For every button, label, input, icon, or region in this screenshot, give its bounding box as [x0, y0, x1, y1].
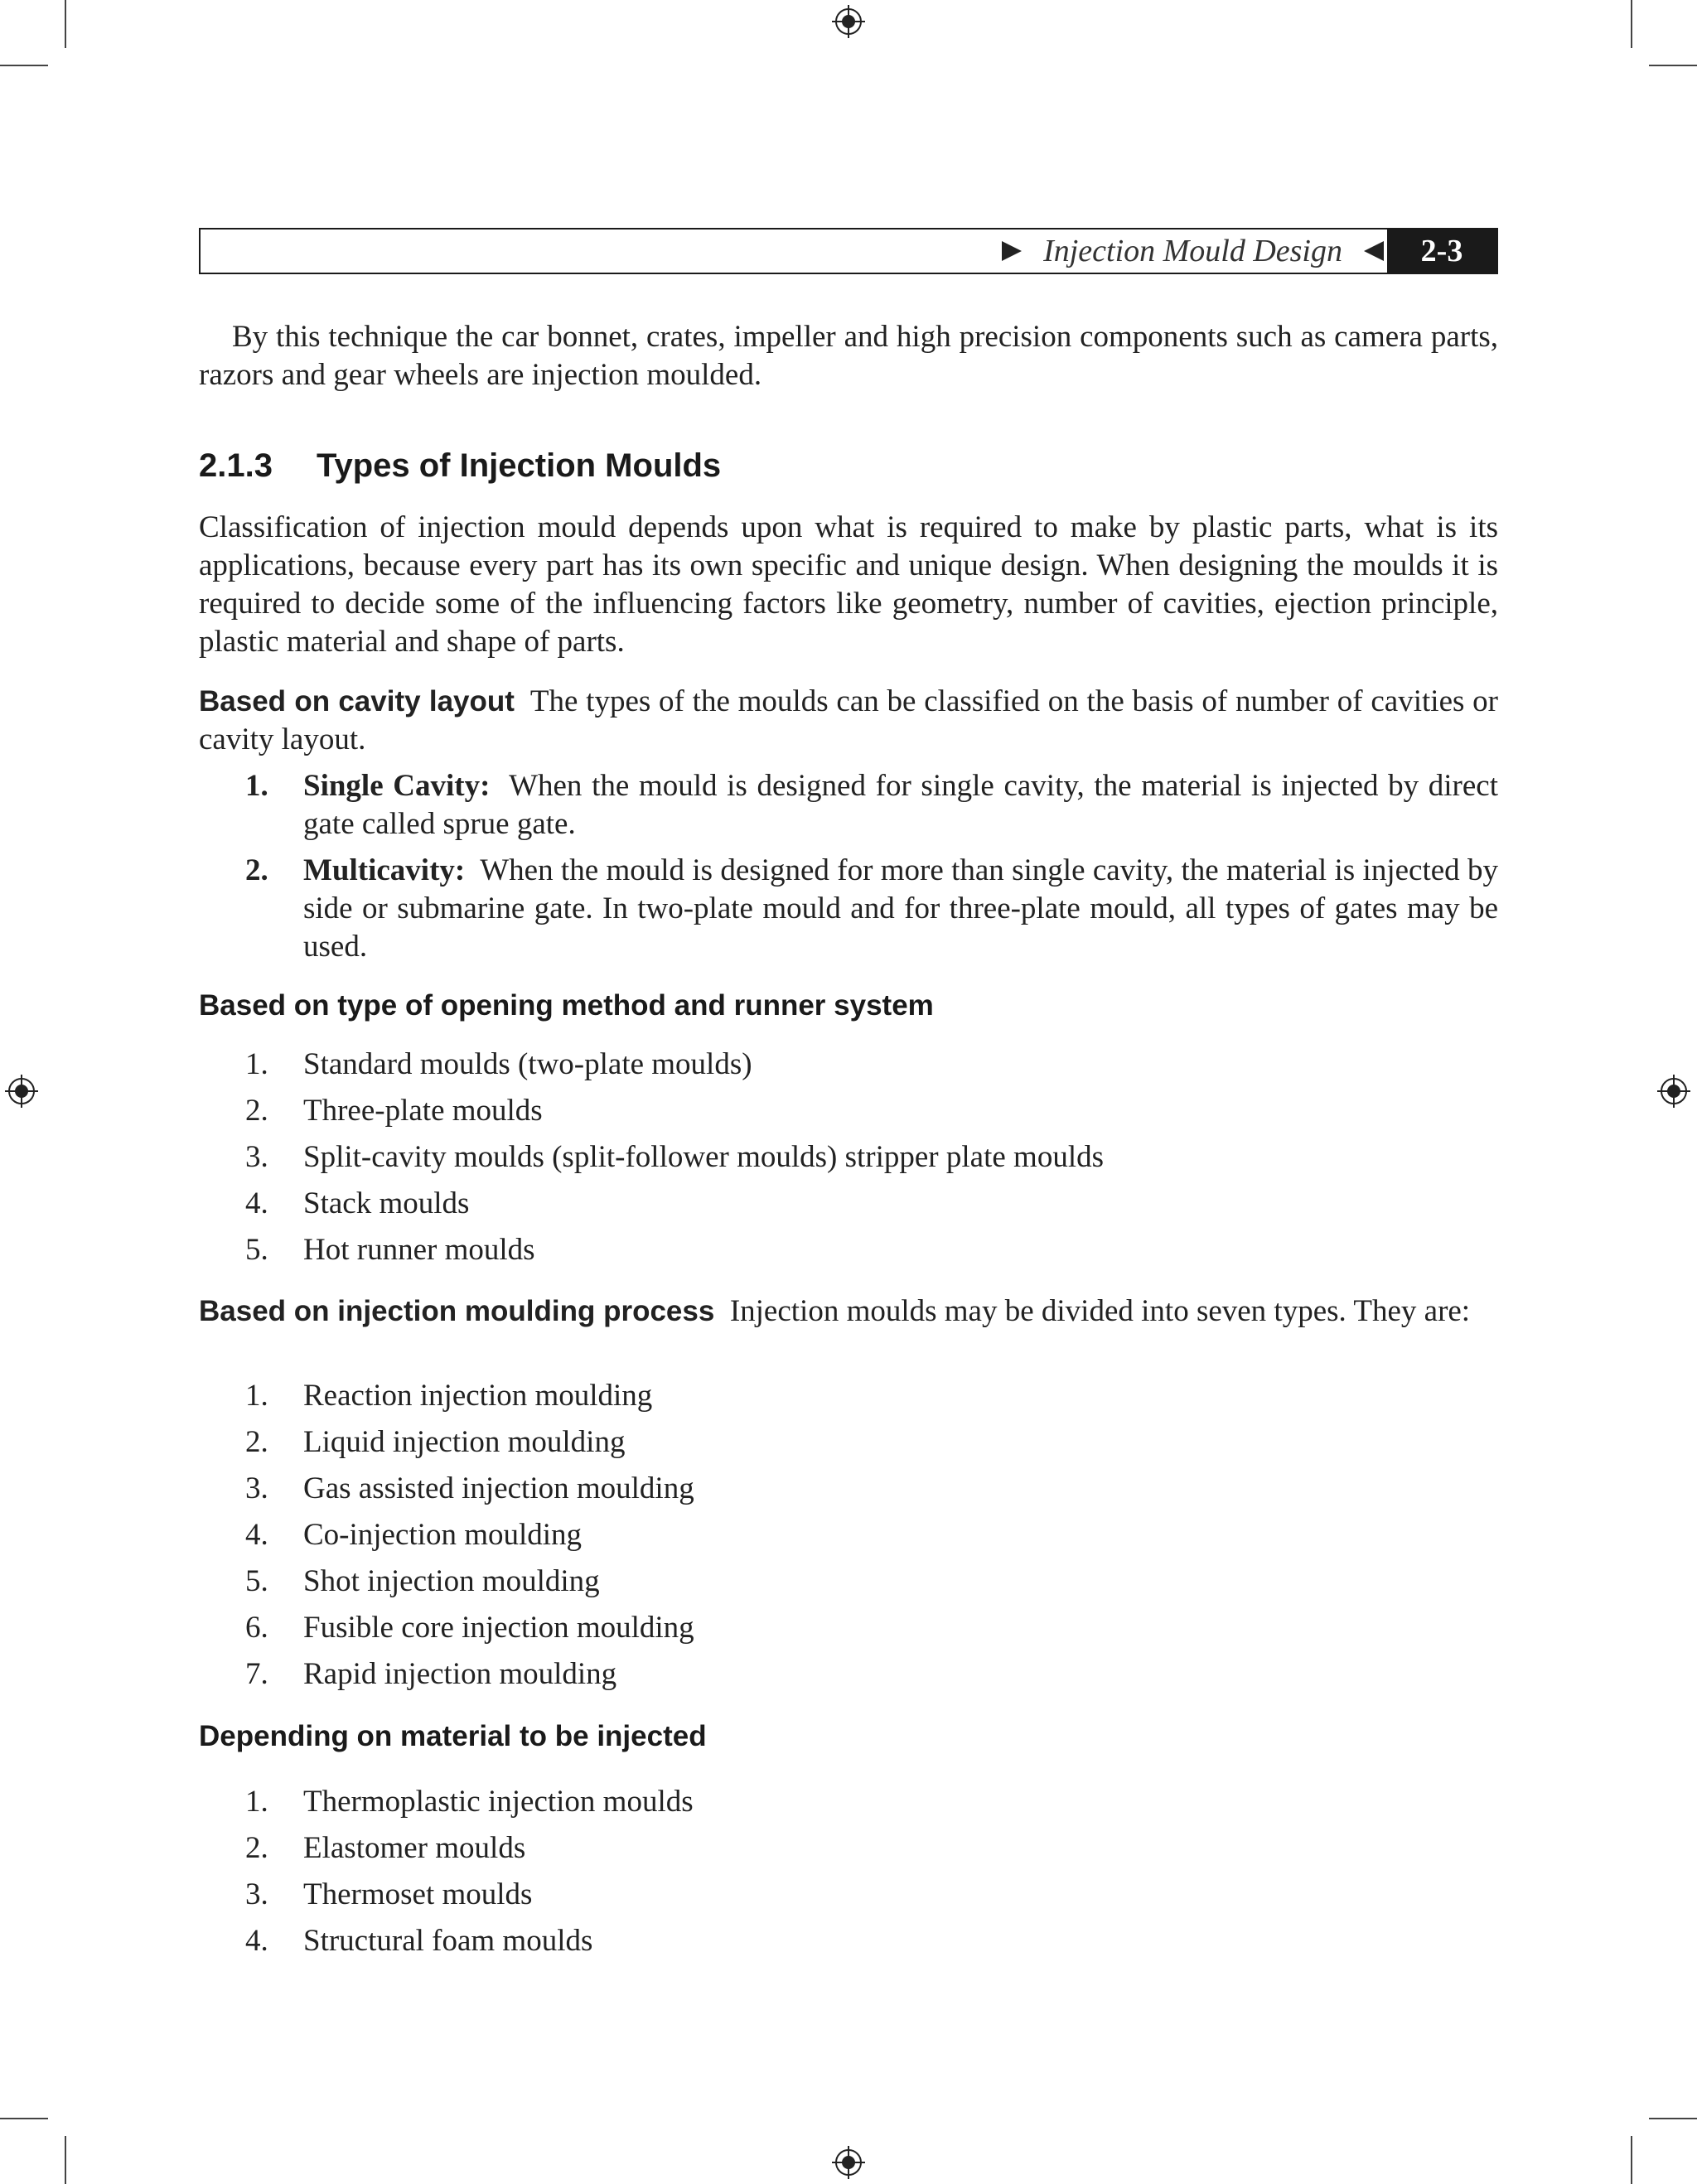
- crop-mark: [0, 2118, 48, 2119]
- list-item: [199, 1377, 1498, 1415]
- item-number: 4.: [245, 1186, 268, 1220]
- list-item: [199, 767, 1498, 843]
- item-text: Stack moulds: [303, 1186, 470, 1220]
- triangle-right-icon: [1002, 241, 1022, 261]
- opening-method-list: [199, 1046, 1498, 1278]
- list-item: [199, 1563, 1498, 1601]
- item-number: 2.: [245, 1831, 268, 1865]
- list-item: [199, 1783, 1498, 1821]
- item-text: Fusible core injection moulding: [303, 1611, 694, 1645]
- item-number: 2.: [245, 1425, 268, 1459]
- item-text: Gas assisted injection moulding: [303, 1471, 694, 1505]
- cavity-layout-paragraph: [199, 683, 1498, 759]
- list-item: [199, 1046, 1498, 1084]
- intro-paragraph: By this technique the car bonnet, crates, impeller and high precision components such as camera parts, razors and gear wheels are injection moulded.: [199, 320, 1498, 392]
- triangle-left-icon: [1364, 241, 1384, 261]
- item-number: 5.: [245, 1233, 268, 1267]
- item-text: Thermoplastic injection moulds: [303, 1785, 694, 1819]
- registration-mark-icon: [832, 5, 865, 38]
- item-number: 1.: [245, 1785, 268, 1819]
- item-number: 6.: [245, 1611, 268, 1645]
- cavity-layout-heading: Based on cavity layout: [199, 685, 515, 718]
- process-heading: Based on injection moulding process: [199, 1295, 715, 1327]
- list-item: [199, 1231, 1498, 1269]
- section-title: Types of Injection Moulds: [317, 447, 722, 484]
- page-number: 2-3: [1387, 230, 1496, 273]
- item-number: 2.: [245, 1094, 268, 1128]
- list-item: [199, 1922, 1498, 1960]
- list-item: [199, 1829, 1498, 1868]
- list-item: [199, 1092, 1498, 1130]
- item-text: Shot injection moulding: [303, 1564, 600, 1598]
- item-term: Multicavity:: [303, 853, 466, 887]
- process-paragraph: [199, 1293, 1498, 1331]
- list-item: [199, 852, 1498, 966]
- opening-method-heading: Based on type of opening method and runner system: [199, 989, 934, 1022]
- registration-mark-icon: [832, 2146, 865, 2179]
- list-item: [199, 1655, 1498, 1694]
- item-text: Hot runner moulds: [303, 1233, 535, 1267]
- item-text: Thermoset moulds: [303, 1877, 533, 1911]
- item-text: Co-injection moulding: [303, 1518, 583, 1552]
- section-paragraph: Classification of injection mould depends upon what is required to make by plastic parts, what is its applications, because every part has its own specific and unique design. When designing the moulds it is required to decide some of the influencing factors like geometry, number of cavities, ejection principle, plastic material and shape of parts.: [199, 510, 1498, 659]
- item-text: Three-plate moulds: [303, 1094, 543, 1128]
- item-text: When the mould is designed for single cavity, the material is injected by direct gate called sprue gate.: [303, 769, 1498, 841]
- crop-mark: [65, 2136, 66, 2184]
- item-text: Standard moulds (two-plate moulds): [303, 1047, 752, 1081]
- item-number: 1.: [245, 769, 268, 803]
- item-number: 1.: [245, 1047, 268, 1081]
- item-number: 3.: [245, 1877, 268, 1911]
- item-number: 1.: [245, 1379, 268, 1413]
- item-text: When the mould is designed for more than single cavity, the material is injected by side or submarine gate. In two-plate mould and for three-plate mould, all types of gates may be used.: [303, 853, 1498, 964]
- material-heading: Depending on material to be injected: [199, 1720, 707, 1752]
- crop-mark: [0, 65, 48, 66]
- item-text: Liquid injection moulding: [303, 1425, 626, 1459]
- registration-mark-icon: [5, 1075, 38, 1108]
- process-list: [199, 1377, 1498, 1702]
- list-item: [199, 1423, 1498, 1462]
- item-text: Reaction injection moulding: [303, 1379, 653, 1413]
- section-heading: [199, 447, 721, 485]
- item-text: Elastomer moulds: [303, 1831, 526, 1865]
- item-number: 3.: [245, 1471, 268, 1505]
- list-item: [199, 1516, 1498, 1554]
- crop-mark: [65, 0, 66, 48]
- crop-mark: [1649, 65, 1697, 66]
- list-item: [199, 1609, 1498, 1647]
- material-list: [199, 1783, 1498, 1969]
- process-text: Injection moulds may be divided into seven types. They are:: [729, 1294, 1471, 1328]
- item-number: 4.: [245, 1924, 268, 1958]
- crop-mark: [1649, 2118, 1697, 2119]
- list-item: [199, 1185, 1498, 1223]
- section-number: 2.1.3: [199, 447, 273, 484]
- cavity-layout-text: The types of the moulds can be classified on the basis of number of cavities or cavity layout.: [199, 684, 1498, 756]
- item-number: 2.: [245, 853, 268, 887]
- item-number: 4.: [245, 1518, 268, 1552]
- item-text: Structural foam moulds: [303, 1924, 593, 1958]
- running-header: [199, 228, 1498, 274]
- item-number: 3.: [245, 1140, 268, 1174]
- item-text: Rapid injection moulding: [303, 1657, 617, 1691]
- list-item: [199, 1470, 1498, 1508]
- registration-mark-icon: [1657, 1075, 1690, 1108]
- item-number: 5.: [245, 1564, 268, 1598]
- list-item: [199, 1876, 1498, 1914]
- running-title: Injection Mould Design: [1043, 234, 1342, 268]
- item-number: 7.: [245, 1657, 268, 1691]
- item-term: Single Cavity:: [303, 769, 491, 803]
- crop-mark: [1631, 0, 1632, 48]
- item-text: Split-cavity moulds (split-follower moulds) stripper plate moulds: [303, 1140, 1104, 1174]
- list-item: [199, 1138, 1498, 1177]
- cavity-layout-list: [199, 767, 1498, 966]
- crop-mark: [1631, 2136, 1632, 2184]
